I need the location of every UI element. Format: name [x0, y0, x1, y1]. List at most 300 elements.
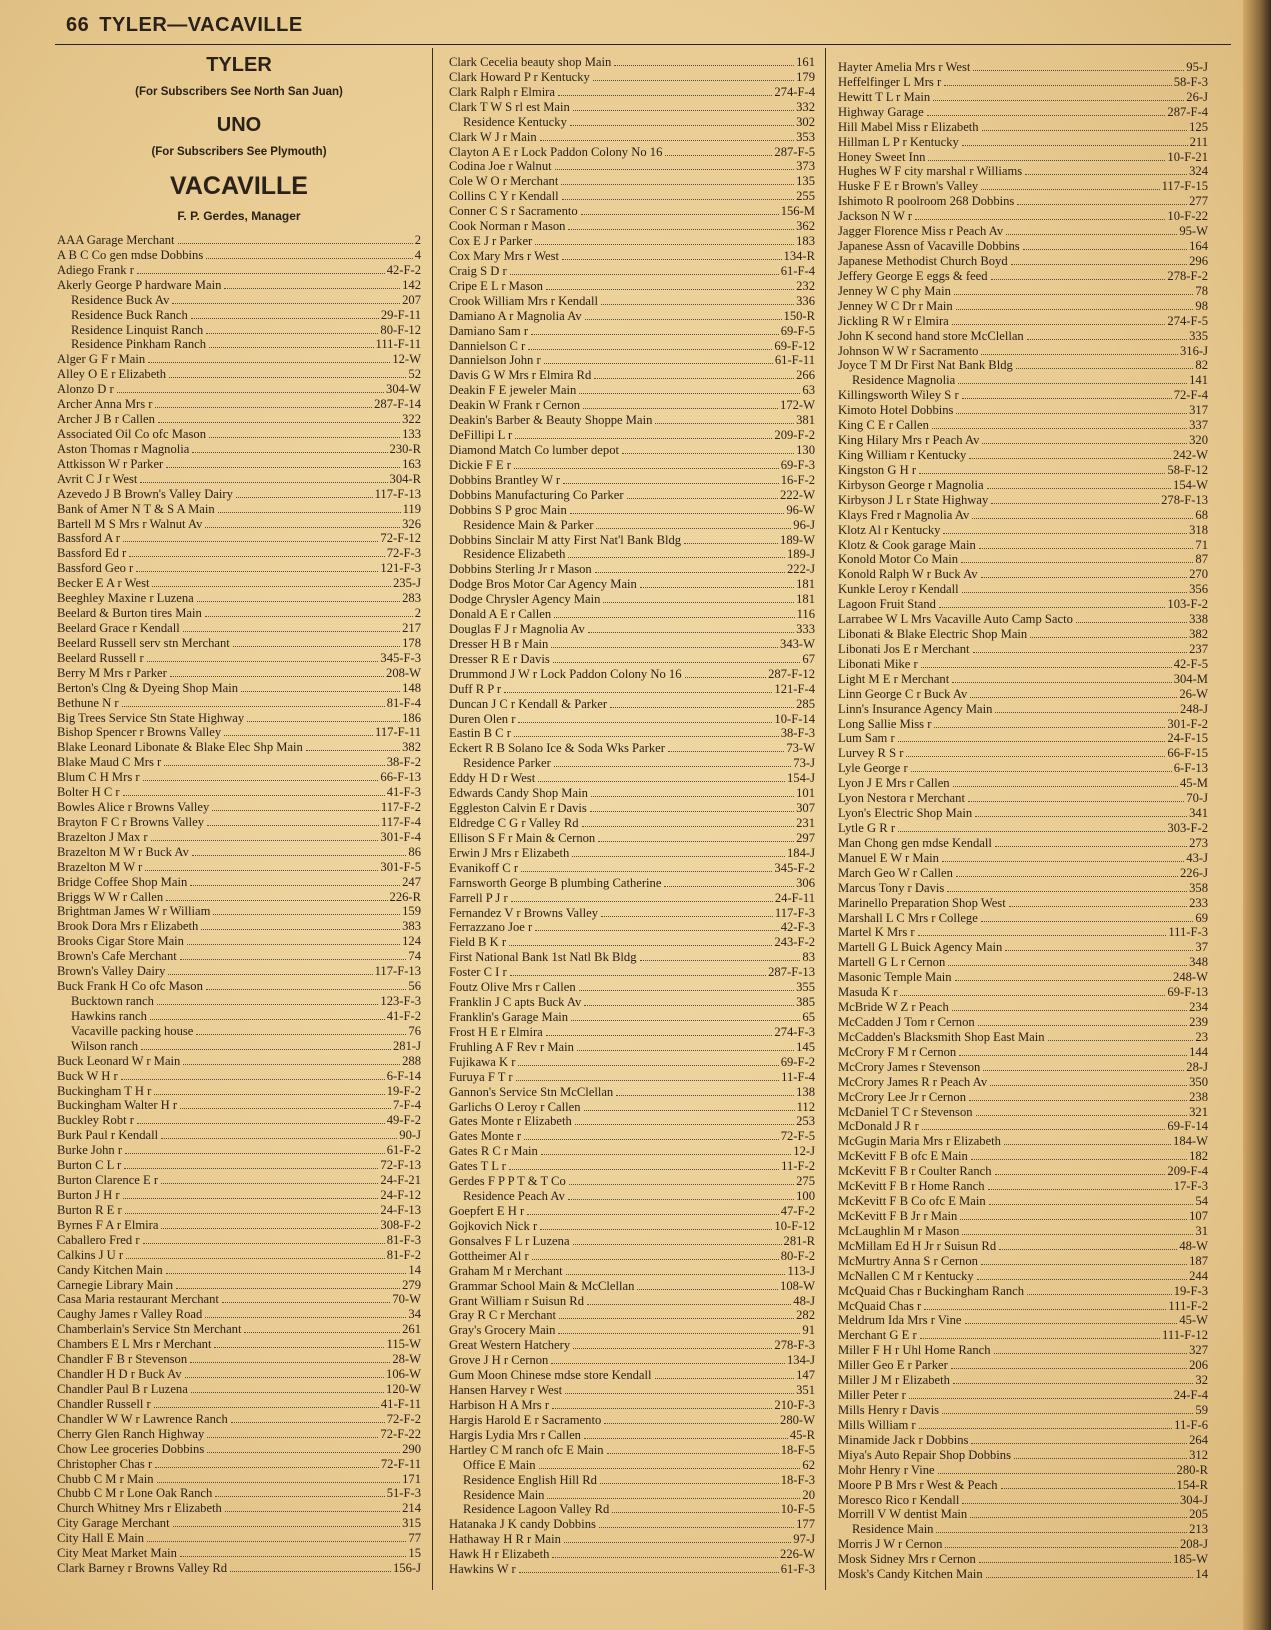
phone-number: 356 — [1189, 582, 1208, 597]
listing-entry — [838, 1433, 1208, 1448]
dot-leader — [551, 647, 778, 648]
listing-name: Clayton A E r Lock Paddon Colony No 16 — [449, 144, 663, 159]
listing-name: Moresco Rico r Kendall — [838, 1492, 960, 1507]
phone-number: 161 — [796, 55, 815, 69]
listing-entry — [449, 249, 815, 264]
phone-number: 288 — [402, 1053, 421, 1068]
dot-leader — [973, 652, 1188, 653]
dot-leader — [1014, 1458, 1187, 1459]
listing-entry — [57, 1472, 421, 1487]
listing-name: Dobbins Manufacturing Co Parker — [449, 487, 624, 502]
listing-name: Bassford Geo r — [57, 561, 134, 576]
listing-entry — [449, 1189, 815, 1204]
phone-number: 244 — [1189, 1268, 1208, 1283]
listing-name: Grant William r Suisun Rd — [449, 1293, 584, 1308]
dot-leader — [176, 1288, 400, 1289]
phone-number: 10-F-21 — [1167, 149, 1208, 164]
phone-number: 211 — [1189, 134, 1208, 149]
phone-number: 20 — [802, 1487, 815, 1502]
phone-number: 130 — [796, 442, 815, 457]
listing-entry — [449, 1443, 815, 1458]
listing-name: Foster C I r — [449, 965, 507, 980]
dot-leader — [973, 70, 1184, 71]
dot-leader — [225, 1511, 400, 1512]
listing-name: Codina Joe r Walnut — [449, 159, 552, 174]
dot-leader — [584, 1005, 794, 1006]
phone-number: 87 — [1195, 552, 1208, 567]
listing-entry — [449, 413, 815, 428]
listing-name: Hatanaka J K candy Dobbins — [449, 1517, 596, 1532]
dot-leader — [987, 488, 1171, 489]
listing-entry — [57, 1188, 421, 1203]
listing-name: Residence Pinkham Ranch — [71, 337, 207, 352]
dot-leader — [971, 1159, 1187, 1160]
phone-number: 332 — [796, 99, 815, 114]
listing-name: Residence Elizabeth — [463, 547, 566, 562]
listing-entry — [57, 1412, 421, 1427]
phone-number: 12-J — [793, 1144, 815, 1159]
listing-name: Gannon's Service Stn McClellan — [449, 1084, 614, 1099]
listing-name: Gates Monte r — [449, 1129, 522, 1144]
dot-leader — [1001, 1488, 1175, 1489]
listing-entry — [57, 546, 421, 561]
dot-leader — [535, 930, 778, 931]
dot-leader — [231, 1422, 385, 1423]
dot-leader — [975, 816, 1187, 817]
listing-name: Residence Buck Ranch — [71, 307, 188, 322]
phone-number: 32 — [1195, 1373, 1208, 1388]
listing-entry — [838, 523, 1208, 538]
dot-leader — [988, 1189, 1172, 1190]
listing-entry — [57, 1486, 421, 1501]
listing-entry — [57, 800, 421, 815]
listing-name: Duncan J C r Kendall & Parker — [449, 696, 608, 711]
dot-leader — [969, 458, 1171, 459]
dot-leader — [1025, 174, 1187, 175]
listing-entry — [57, 1427, 421, 1442]
listing-name: Hathaway H R r Main — [449, 1532, 561, 1547]
phone-number: 243-F-2 — [774, 935, 815, 950]
listing-entry — [449, 920, 815, 935]
dot-leader — [572, 856, 785, 857]
listing-name: Burton J H r — [57, 1188, 120, 1202]
listing-entry — [449, 1547, 815, 1562]
dot-leader — [1005, 950, 1193, 951]
listing-name: Brazelton M W r — [57, 859, 143, 874]
listing-name: Dobbins S P groc Main — [449, 502, 567, 517]
dot-leader — [1023, 249, 1187, 250]
dot-leader — [123, 1198, 379, 1199]
dot-leader — [614, 65, 794, 66]
listing-entry — [57, 919, 421, 934]
dot-leader — [918, 935, 1167, 936]
listing-entry — [57, 576, 421, 591]
dot-leader — [953, 1383, 1193, 1384]
listing-name: Duff R P r — [449, 681, 502, 696]
dot-leader — [616, 1095, 794, 1096]
listing-name: Deakin W Frank r Cernon — [449, 398, 581, 413]
dot-leader — [965, 1323, 1178, 1324]
listing-name: Gates R C r Main — [449, 1144, 538, 1159]
listing-entry — [449, 891, 815, 906]
listing-entry — [449, 1264, 815, 1279]
phone-number: 181 — [796, 592, 815, 607]
listing-entry — [57, 1442, 421, 1457]
phone-number: 141 — [1189, 373, 1208, 388]
listing-name: Damiano A r Magnolia Av — [449, 308, 582, 323]
listing-entry — [57, 1322, 421, 1337]
listing-entry — [57, 845, 421, 860]
dot-leader — [172, 303, 400, 304]
dot-leader — [180, 1556, 406, 1557]
phone-number: 41-F-3 — [386, 785, 421, 800]
listing-entry — [449, 1129, 815, 1144]
dot-leader — [954, 294, 1194, 295]
listing-name: Lum Sam r — [838, 731, 895, 746]
listing-name: Kimoto Hotel Dobbins — [838, 403, 954, 418]
phone-number: 11-F-6 — [1174, 1417, 1208, 1432]
phone-number: 72-F-13 — [380, 1158, 421, 1173]
phone-number: 145 — [796, 1039, 815, 1054]
listing-name: Diamond Match Co lumber depot — [449, 442, 619, 457]
listing-name: Konold Ralph W r Buck Av — [838, 567, 978, 582]
listing-entry — [838, 194, 1208, 209]
dot-leader — [518, 722, 772, 723]
listing-entry — [838, 120, 1208, 135]
dot-leader — [554, 766, 792, 767]
listing-name: Dodge Bros Motor Car Agency Main — [449, 577, 637, 592]
dot-leader — [955, 980, 1171, 981]
listing-entry — [449, 353, 815, 368]
listing-entry — [449, 712, 815, 727]
listing-entry — [449, 771, 815, 786]
listing-name: Evanikoff C r — [449, 860, 519, 875]
phone-number: 233 — [1189, 895, 1208, 910]
listing-name: Edwards Candy Shop Main — [449, 786, 588, 801]
phone-number: 327 — [1189, 1343, 1208, 1358]
listing-name: Merchant G E r — [838, 1328, 917, 1343]
listing-entry — [449, 876, 815, 891]
phone-number: 24-F-21 — [380, 1173, 421, 1188]
listing-name: Dickie F E r — [449, 457, 511, 472]
listing-name: Japanese Assn of Vacaville Dobbins — [838, 239, 1020, 254]
dot-leader — [306, 750, 400, 751]
listing-entry — [838, 1343, 1208, 1358]
phone-number: 238 — [1189, 1089, 1208, 1104]
listing-entry — [449, 1294, 815, 1309]
phone-number: 113-J — [787, 1263, 815, 1278]
dot-leader — [190, 1362, 390, 1363]
listing-entry — [449, 279, 815, 294]
listing-name: Graham M r Merchant — [449, 1263, 563, 1278]
phone-number: 184-J — [787, 845, 815, 860]
listing-entry — [838, 299, 1208, 314]
listing-name: Carnegie Library Main — [57, 1277, 174, 1292]
listing-entry — [449, 1070, 815, 1085]
dot-leader — [581, 214, 779, 215]
dot-leader — [924, 1309, 1166, 1310]
dot-leader — [684, 543, 778, 544]
dot-leader — [197, 601, 400, 602]
header-rule — [55, 44, 1231, 45]
phone-number: 338 — [1189, 612, 1208, 627]
listing-name: Residence Magnolia — [852, 373, 956, 388]
phone-number: 351 — [796, 1383, 815, 1398]
listing-entry — [57, 1397, 421, 1412]
listing-name: McCrory F M r Cernon — [838, 1044, 957, 1059]
dot-leader — [664, 886, 794, 887]
phone-number: 115-W — [386, 1337, 421, 1352]
listing-entry — [838, 164, 1208, 179]
dot-leader — [185, 1377, 384, 1378]
dot-leader — [665, 155, 772, 156]
listing-name: Damiano Sam r — [449, 323, 529, 338]
dot-leader — [603, 602, 794, 603]
dot-leader — [201, 929, 400, 930]
listing-name: Light M E r Merchant — [838, 671, 950, 686]
listing-entry — [57, 830, 421, 845]
phone-number: 116 — [796, 607, 815, 622]
dot-leader — [938, 1473, 1175, 1474]
listing-name: Bassford A r — [57, 531, 120, 546]
phone-number: 283 — [402, 591, 421, 606]
dot-leader — [547, 1498, 800, 1499]
dot-leader — [956, 413, 1187, 414]
phone-number: 54 — [1195, 1194, 1208, 1209]
listing-entry — [838, 1269, 1208, 1284]
phone-number: 164 — [1189, 239, 1208, 254]
phone-number: 343-W — [780, 636, 815, 651]
dot-leader — [137, 1123, 385, 1124]
listing-entry — [838, 478, 1208, 493]
listing-entry — [57, 233, 421, 248]
listing-entry — [449, 1174, 815, 1189]
phone-number: 154-J — [787, 771, 815, 786]
dot-leader — [573, 1348, 772, 1349]
dot-leader — [959, 1055, 1187, 1056]
listing-name: Morris J W r Cernon — [838, 1537, 943, 1552]
listing-entry — [57, 994, 421, 1009]
listing-name: Davis G W Mrs r Elmira Rd — [449, 368, 592, 383]
listing-name: Alonzo D r — [57, 382, 114, 397]
listing-entry — [838, 642, 1208, 657]
listing-entry — [838, 284, 1208, 299]
phone-number: 77 — [408, 1531, 421, 1546]
listing-entry — [838, 224, 1208, 239]
dot-leader — [544, 363, 773, 364]
dot-leader — [521, 871, 772, 872]
listing-name: Brooks Cigar Store Main — [57, 934, 184, 949]
dot-leader — [668, 751, 784, 752]
listing-name: Martel K Mrs r — [838, 925, 915, 940]
listing-name: Hawkins ranch — [71, 1008, 147, 1023]
listing-name: Klotz Al r Kentucky — [838, 522, 941, 537]
listing-entry — [449, 726, 815, 741]
listing-entry — [838, 1552, 1208, 1567]
listing-entry — [57, 352, 421, 367]
listing-name: Dannielson John r — [449, 353, 541, 368]
listing-name: Hughes W F city marshal r Williams — [838, 164, 1023, 179]
listing-name: DeFillipi L r — [449, 428, 513, 443]
listing-name: Heffelfinger L Mrs r — [838, 74, 942, 89]
listing-name: Bank of Amer N T & S A Main — [57, 501, 215, 516]
listing-entry — [838, 329, 1208, 344]
listing-entry — [57, 1158, 421, 1173]
phone-number: 270 — [1189, 567, 1208, 582]
listing-name: Cherry Glen Ranch Highway — [57, 1426, 205, 1441]
phone-number: 275 — [796, 1174, 815, 1189]
listing-entry — [57, 248, 421, 263]
listing-name: Church Whitney Mrs r Elizabeth — [57, 1501, 222, 1516]
dot-leader — [579, 990, 794, 991]
dot-leader — [598, 841, 794, 842]
listing-entry — [838, 209, 1208, 224]
section-note-uno: (For Subscribers See Plymouth) — [151, 146, 327, 158]
dot-leader — [961, 562, 1193, 563]
dot-leader — [117, 392, 384, 393]
listing-name: McKevitt F B r Home Ranch — [838, 1179, 985, 1194]
listing-entry — [838, 1463, 1208, 1478]
phone-number: 111-F-12 — [1162, 1328, 1208, 1343]
listing-entry — [57, 979, 421, 994]
listing-name: Lyle George r — [838, 761, 908, 776]
section-note-tyler: (For Subscribers See North San Juan) — [135, 86, 343, 98]
listing-entry — [57, 770, 421, 785]
listing-name: Collins C Y r Kendall — [449, 189, 559, 204]
listing-name: Klays Fred r Magnolia Av — [838, 507, 970, 522]
dot-leader — [995, 1174, 1166, 1175]
dot-leader — [215, 1496, 384, 1497]
dot-leader — [1027, 339, 1187, 340]
dot-leader — [962, 1234, 1193, 1235]
listing-name: Libonati Mike r — [838, 656, 918, 671]
listing-name: Ellison S F r Main & Cernon — [449, 830, 596, 845]
listing-name: McCadden's Blacksmith Shop East Main — [838, 1029, 1045, 1044]
listing-name: Eddy H D r West — [449, 771, 536, 786]
phone-number: 261 — [402, 1322, 421, 1337]
listing-entry — [449, 503, 815, 518]
phone-number: 274-F-4 — [774, 84, 815, 99]
listing-name: Buckingham Walter H r — [57, 1098, 178, 1113]
listing-column-3 — [838, 60, 1208, 1582]
dot-leader — [947, 891, 1187, 892]
dot-leader — [504, 692, 772, 693]
listing-name: Beelard Russell r — [57, 650, 144, 665]
listing-entry — [449, 234, 815, 249]
listing-entry — [449, 1204, 815, 1219]
phone-number: 341 — [1189, 806, 1208, 821]
dot-leader — [164, 765, 384, 766]
phone-number: 106-W — [386, 1367, 421, 1382]
listing-name: Garlichs O Leroy r Callen — [449, 1099, 581, 1114]
listing-name: McCrory James r Stevenson — [838, 1059, 981, 1074]
column-divider — [825, 48, 826, 1590]
phone-number: 335 — [1189, 328, 1208, 343]
dot-leader — [951, 1368, 1187, 1369]
phone-number: 117-F-11 — [375, 725, 421, 740]
phone-number: 154-W — [1173, 477, 1208, 492]
listing-name: Bartell M S Mrs r Walnut Av — [57, 516, 203, 531]
phone-number: 133 — [402, 426, 421, 441]
listing-entry — [57, 785, 421, 800]
dot-leader — [584, 1110, 795, 1111]
listing-entry — [449, 159, 815, 174]
listing-name: Man Chong gen mdse Kendall — [838, 835, 992, 850]
listing-name: Hargis Harold E r Sacramento — [449, 1412, 602, 1427]
listing-name: Franklin J C apts Buck Av — [449, 995, 582, 1010]
listing-entry — [57, 1009, 421, 1024]
phone-number: 345-F-3 — [380, 650, 421, 665]
dot-leader — [145, 870, 378, 871]
phone-number: 373 — [796, 159, 815, 174]
dot-leader — [564, 1542, 791, 1543]
dot-leader — [593, 80, 794, 81]
dot-leader — [991, 279, 1166, 280]
dot-leader — [953, 786, 1178, 787]
dot-leader — [122, 706, 385, 707]
listing-entry — [449, 473, 815, 488]
listing-name: Clark Ralph r Elmira — [449, 84, 555, 99]
listing-entry — [838, 911, 1208, 926]
listing-entry — [449, 488, 815, 503]
phone-number: 301-F-5 — [380, 859, 421, 874]
listing-name: Christopher Chas r — [57, 1456, 153, 1471]
phone-number: 280-R — [1176, 1462, 1208, 1477]
listing-name: Buckley Robt r — [57, 1113, 134, 1128]
phone-number: 111-F-3 — [1168, 925, 1208, 940]
listing-name: Caballero Fred r — [57, 1232, 140, 1247]
dot-leader — [983, 1070, 1184, 1071]
phone-number: 187 — [1189, 1253, 1208, 1268]
dot-leader — [685, 677, 767, 678]
listing-name: Gates Monte r Elizabeth — [449, 1114, 572, 1129]
phone-number: 24-F-12 — [380, 1188, 421, 1202]
listing-entry — [838, 1134, 1208, 1149]
dot-leader — [999, 1249, 1177, 1250]
dot-leader — [640, 960, 801, 961]
listing-name: King William r Kentucky — [838, 447, 967, 462]
dot-leader — [187, 944, 400, 945]
phone-number: 123-F-3 — [380, 994, 421, 1009]
listing-name: Gray R C r Merchant — [449, 1308, 557, 1323]
listing-name: McKevitt F B r Coulter Ranch — [838, 1164, 992, 1179]
listing-name: Wilson ranch — [71, 1038, 138, 1053]
dot-leader — [637, 1289, 778, 1290]
dot-leader — [511, 901, 773, 902]
dot-leader — [942, 861, 1184, 862]
listing-entry — [838, 702, 1208, 717]
listing-name: Deakin F E jeweler Main — [449, 383, 577, 398]
phone-number: 69-F-5 — [780, 323, 815, 338]
listing-entry — [449, 55, 815, 70]
listing-name: Chow Lee groceries Dobbins — [57, 1441, 205, 1456]
phone-number: 281-R — [783, 1233, 815, 1248]
listing-entry — [57, 1084, 421, 1099]
listing-entry — [838, 1030, 1208, 1045]
listing-name: Bassford Ed r — [57, 546, 127, 561]
phone-number: 208-J — [1180, 1537, 1208, 1552]
listing-name: Blake Maud C Mrs r — [57, 755, 162, 770]
listing-entry — [57, 1113, 421, 1128]
phone-number: 179 — [796, 69, 815, 84]
phone-number: 47-F-2 — [780, 1203, 815, 1218]
listing-entry — [838, 1164, 1208, 1179]
phone-number: 183 — [796, 234, 815, 249]
dot-leader — [207, 1437, 378, 1438]
listing-entry — [838, 314, 1208, 329]
phone-number: 290 — [402, 1441, 421, 1456]
listing-entry — [838, 344, 1208, 359]
